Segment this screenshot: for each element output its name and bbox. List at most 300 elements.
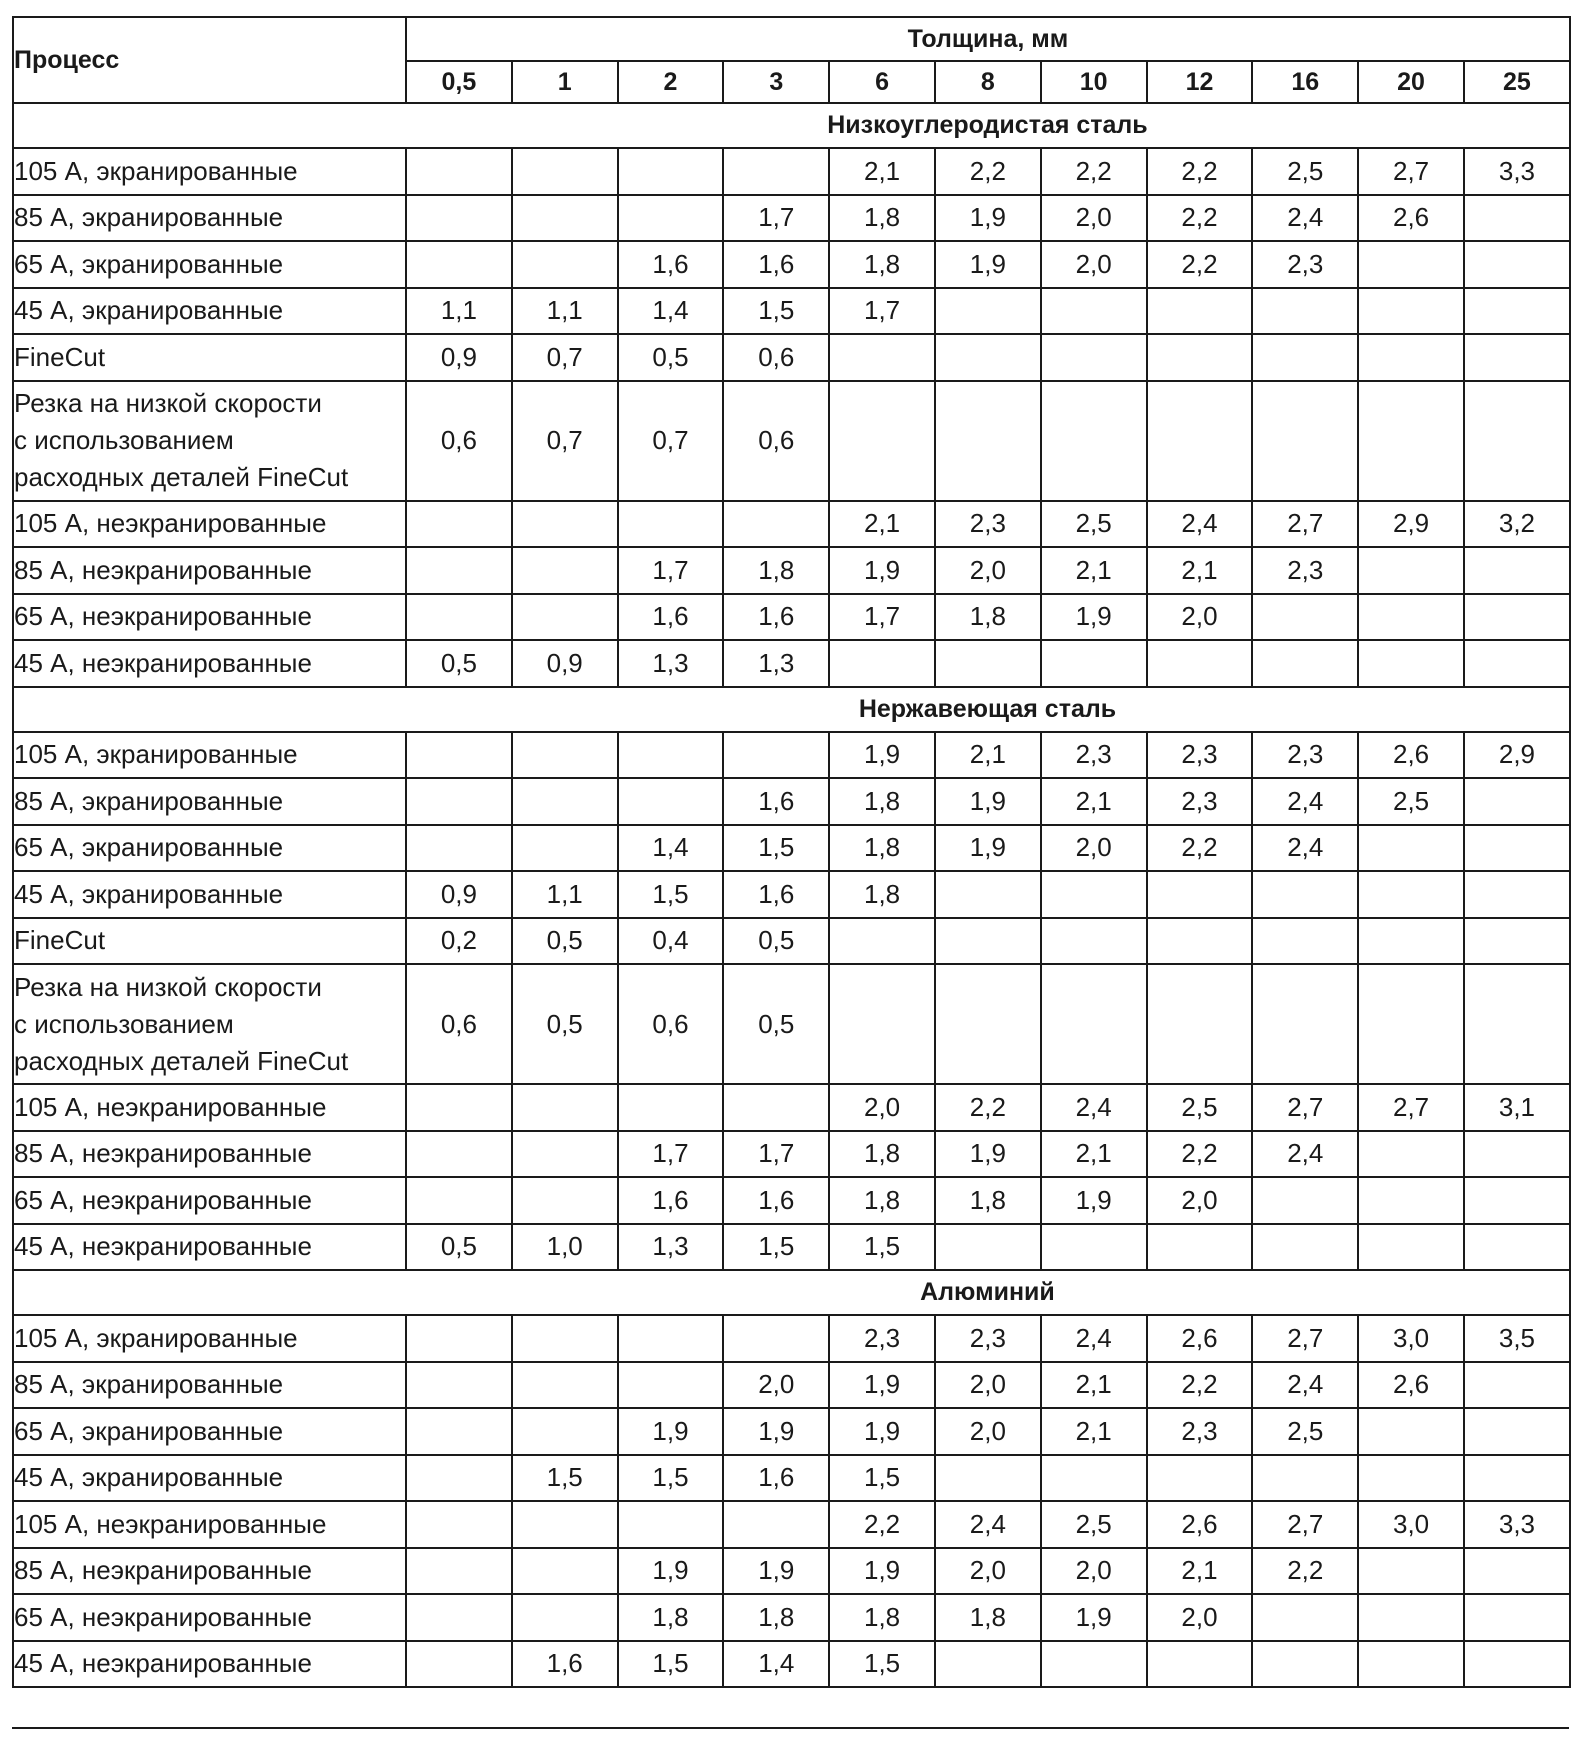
value-cell: 2,4 [1252,1362,1358,1409]
value-cell: 2,2 [1252,1548,1358,1595]
bottom-divider [12,1727,1569,1729]
section-header-row [13,687,1570,732]
value-cell [1252,964,1358,1084]
value-cell [1147,918,1253,965]
value-cell: 2,5 [1358,778,1464,825]
thickness-column-header: 12 [1147,61,1253,103]
value-cell: 1,9 [723,1548,829,1595]
thickness-column-header: 25 [1464,61,1570,103]
value-cell: 2,3 [935,1315,1041,1362]
value-cell [618,148,724,195]
thickness-column-header: 2 [618,61,724,103]
value-cell [512,1594,618,1641]
process-cell: 65 А, экранированные [13,825,406,872]
value-cell: 0,9 [406,871,512,918]
value-cell: 1,9 [618,1548,724,1595]
value-cell [1252,334,1358,381]
value-cell [512,1177,618,1224]
value-cell: 2,1 [1041,547,1147,594]
value-cell [1041,288,1147,335]
process-cell: 85 А, экранированные [13,1362,406,1409]
process-cell: FineCut [13,334,406,381]
value-cell: 0,5 [406,640,512,687]
value-cell: 1,9 [829,1548,935,1595]
value-cell: 0,6 [618,964,724,1084]
value-cell [406,1131,512,1178]
process-cell: 85 А, экранированные [13,195,406,242]
value-cell: 0,6 [723,334,829,381]
value-cell: 2,4 [1041,1315,1147,1362]
value-cell [406,732,512,779]
value-cell: 2,4 [935,1501,1041,1548]
value-cell [1464,1548,1570,1595]
value-cell: 2,0 [935,1408,1041,1455]
value-cell: 1,5 [829,1224,935,1271]
value-cell: 2,0 [1147,1594,1253,1641]
value-cell [935,964,1041,1084]
value-cell: 0,4 [618,918,724,965]
value-cell [1358,640,1464,687]
value-cell: 2,1 [1041,1408,1147,1455]
value-cell [512,778,618,825]
value-cell: 2,0 [935,547,1041,594]
value-cell [829,918,935,965]
value-cell: 2,2 [1147,825,1253,872]
value-cell [1358,1408,1464,1455]
table-row [13,1594,1570,1641]
process-cell: 85 А, неэкранированные [13,547,406,594]
value-cell: 2,1 [1041,1362,1147,1409]
value-cell: 1,9 [618,1408,724,1455]
value-cell [1041,1641,1147,1688]
value-cell: 2,0 [1041,825,1147,872]
table-row [13,825,1570,872]
process-cell: 65 А, экранированные [13,241,406,288]
value-cell [512,501,618,548]
value-cell: 1,5 [723,288,829,335]
value-cell [1464,1641,1570,1688]
value-cell [1041,1455,1147,1502]
value-cell: 0,2 [406,918,512,965]
value-cell: 0,6 [406,381,512,501]
value-cell: 1,5 [512,1455,618,1502]
value-cell [1041,918,1147,965]
value-cell: 2,2 [1147,1131,1253,1178]
value-cell: 2,2 [1041,148,1147,195]
value-cell: 1,9 [935,241,1041,288]
value-cell [1464,1224,1570,1271]
value-cell [406,778,512,825]
table-row [13,334,1570,381]
value-cell [406,1362,512,1409]
value-cell: 1,3 [618,1224,724,1271]
value-cell [406,1594,512,1641]
value-cell [512,241,618,288]
value-cell: 2,1 [1147,1548,1253,1595]
value-cell [935,334,1041,381]
thickness-header: Толщина, мм [406,17,1570,61]
table-row [13,1501,1570,1548]
value-cell [1252,594,1358,641]
value-cell [1041,871,1147,918]
value-cell: 0,6 [406,964,512,1084]
value-cell: 3,3 [1464,1501,1570,1548]
value-cell [1147,288,1253,335]
process-cell: 45 А, экранированные [13,871,406,918]
value-cell [512,1501,618,1548]
value-cell: 2,3 [1147,1408,1253,1455]
table-row [13,1362,1570,1409]
process-cell: 105 А, экранированные [13,148,406,195]
value-cell: 1,9 [829,1362,935,1409]
value-cell [512,1315,618,1362]
value-cell [1252,871,1358,918]
value-cell: 2,7 [1358,1084,1464,1131]
value-cell: 1,8 [829,871,935,918]
table-row [13,1548,1570,1595]
process-cell: 45 А, неэкранированные [13,640,406,687]
value-cell: 1,8 [829,1131,935,1178]
value-cell [829,964,935,1084]
value-cell [406,1408,512,1455]
value-cell: 2,0 [935,1548,1041,1595]
value-cell: 1,6 [723,594,829,641]
value-cell: 2,1 [935,732,1041,779]
value-cell [406,1455,512,1502]
value-cell: 2,4 [1252,195,1358,242]
table-row [13,501,1570,548]
value-cell [406,1641,512,1688]
value-cell: 2,5 [1147,1084,1253,1131]
value-cell: 2,3 [1147,778,1253,825]
value-cell [723,501,829,548]
value-cell [512,1362,618,1409]
value-cell [512,1131,618,1178]
process-line: расходных деталей FineCut [14,1045,349,1076]
value-cell [1252,1177,1358,1224]
value-cell [1358,825,1464,872]
value-cell: 2,3 [935,501,1041,548]
value-cell: 1,6 [618,594,724,641]
value-cell [1464,1408,1570,1455]
value-cell: 2,7 [1252,501,1358,548]
value-cell: 2,1 [1041,778,1147,825]
value-cell: 1,9 [1041,1177,1147,1224]
value-cell [406,195,512,242]
process-cell [13,964,406,1084]
value-cell: 1,7 [723,195,829,242]
value-cell: 0,5 [618,334,724,381]
value-cell [1041,640,1147,687]
value-cell [1358,964,1464,1084]
value-cell [1464,381,1570,501]
process-cell: 105 А, неэкранированные [13,1084,406,1131]
value-cell: 1,9 [935,1131,1041,1178]
value-cell [1464,288,1570,335]
value-cell: 2,9 [1464,732,1570,779]
value-cell: 1,1 [512,288,618,335]
value-cell [1464,964,1570,1084]
value-cell [1147,334,1253,381]
value-cell [1358,871,1464,918]
value-cell: 2,4 [1252,778,1358,825]
value-cell: 1,9 [935,825,1041,872]
value-cell: 2,4 [1041,1084,1147,1131]
value-cell: 3,0 [1358,1501,1464,1548]
value-cell: 2,7 [1252,1501,1358,1548]
value-cell: 2,4 [1252,1131,1358,1178]
value-cell [618,195,724,242]
value-cell [935,640,1041,687]
value-cell [406,148,512,195]
table-body [13,103,1570,1687]
value-cell [1147,1455,1253,1502]
value-cell: 2,2 [1147,1362,1253,1409]
table-row [13,1641,1570,1688]
value-cell: 1,6 [618,1177,724,1224]
value-cell [1252,381,1358,501]
value-cell [406,1084,512,1131]
value-cell: 2,2 [1147,195,1253,242]
value-cell [829,640,935,687]
table-row [13,964,1570,1084]
value-cell: 0,5 [512,964,618,1084]
section-header-spacer [13,687,406,732]
value-cell [1464,241,1570,288]
table-header [13,17,1570,103]
value-cell: 0,7 [512,334,618,381]
value-cell: 1,3 [723,640,829,687]
value-cell: 1,4 [618,288,724,335]
value-cell [512,1084,618,1131]
value-cell: 1,8 [723,1594,829,1641]
table-row [13,148,1570,195]
process-cell: 65 А, неэкранированные [13,1177,406,1224]
value-cell: 2,3 [1252,732,1358,779]
value-cell: 0,5 [406,1224,512,1271]
table-row [13,732,1570,779]
value-cell: 1,6 [512,1641,618,1688]
value-cell [935,288,1041,335]
value-cell: 0,7 [512,381,618,501]
table-row [13,1131,1570,1178]
value-cell: 1,7 [618,547,724,594]
value-cell: 1,8 [935,1594,1041,1641]
value-cell [723,1315,829,1362]
table-row [13,918,1570,965]
value-cell [935,1455,1041,1502]
value-cell: 1,8 [829,778,935,825]
section-title: Алюминий [406,1270,1570,1315]
value-cell: 1,9 [935,195,1041,242]
value-cell [1464,1177,1570,1224]
value-cell [406,825,512,872]
value-cell [1147,381,1253,501]
value-cell [1041,381,1147,501]
value-cell [618,1362,724,1409]
process-cell: 85 А, неэкранированные [13,1131,406,1178]
process-column-header: Процесс [13,17,406,103]
value-cell: 1,6 [723,778,829,825]
value-cell: 2,4 [1252,825,1358,872]
section-header-spacer [13,103,406,148]
process-cell: 105 А, экранированные [13,732,406,779]
value-cell: 2,0 [935,1362,1041,1409]
table-row [13,195,1570,242]
value-cell [1358,1594,1464,1641]
value-cell [1464,1455,1570,1502]
value-cell: 1,8 [723,547,829,594]
table-row [13,1315,1570,1362]
process-cell: 105 А, экранированные [13,1315,406,1362]
value-cell [723,1501,829,1548]
value-cell: 2,5 [1252,1408,1358,1455]
value-cell [1464,195,1570,242]
value-cell: 2,7 [1252,1315,1358,1362]
value-cell [935,381,1041,501]
value-cell [406,501,512,548]
process-cell: FineCut [13,918,406,965]
thickness-column-header: 8 [935,61,1041,103]
value-cell: 1,6 [618,241,724,288]
value-cell: 1,6 [723,871,829,918]
value-cell: 1,5 [618,1455,724,1502]
value-cell: 2,0 [723,1362,829,1409]
value-cell [1464,1594,1570,1641]
value-cell: 2,1 [1147,547,1253,594]
value-cell: 2,6 [1358,1362,1464,1409]
value-cell [618,1501,724,1548]
process-cell: 65 А, неэкранированные [13,1594,406,1641]
value-cell: 0,9 [406,334,512,381]
value-cell [618,732,724,779]
value-cell [406,1177,512,1224]
value-cell [1041,964,1147,1084]
value-cell [1358,381,1464,501]
value-cell: 2,0 [829,1084,935,1131]
value-cell [723,1084,829,1131]
value-cell [1358,1455,1464,1502]
value-cell: 1,9 [723,1408,829,1455]
value-cell: 1,8 [935,594,1041,641]
value-cell [618,1084,724,1131]
value-cell: 2,6 [1147,1315,1253,1362]
value-cell [1464,825,1570,872]
process-cell: 45 А, экранированные [13,288,406,335]
value-cell [1252,288,1358,335]
value-cell: 2,6 [1358,732,1464,779]
value-cell [1358,1224,1464,1271]
value-cell: 2,6 [1147,1501,1253,1548]
value-cell [1358,1131,1464,1178]
value-cell: 0,7 [618,381,724,501]
value-cell: 2,0 [1041,241,1147,288]
process-line: Резка на низкой скорости [14,971,322,1002]
process-line: с использованием [14,425,234,455]
value-cell [935,1641,1041,1688]
section-header-row [13,103,1570,148]
value-cell [512,1548,618,1595]
process-cell: 45 А, неэкранированные [13,1641,406,1688]
value-cell: 1,8 [618,1594,724,1641]
value-cell: 2,0 [1041,1548,1147,1595]
value-cell [1358,241,1464,288]
value-cell [1464,547,1570,594]
value-cell: 2,2 [1147,241,1253,288]
value-cell: 2,3 [1252,547,1358,594]
value-cell [1252,640,1358,687]
value-cell: 1,8 [829,825,935,872]
value-cell: 2,5 [1252,148,1358,195]
value-cell [1464,640,1570,687]
value-cell: 1,0 [512,1224,618,1271]
value-cell: 1,7 [829,288,935,335]
value-cell [1464,871,1570,918]
value-cell: 2,2 [935,148,1041,195]
value-cell: 1,1 [512,871,618,918]
table-row [13,871,1570,918]
value-cell: 0,5 [723,964,829,1084]
value-cell [618,1315,724,1362]
value-cell [512,547,618,594]
table-row [13,381,1570,501]
value-cell [1358,594,1464,641]
value-cell [1147,964,1253,1084]
thickness-column-header: 6 [829,61,935,103]
value-cell [1252,1455,1358,1502]
table-row [13,241,1570,288]
value-cell: 2,5 [1041,1501,1147,1548]
value-cell [406,594,512,641]
value-cell [1358,1641,1464,1688]
value-cell [1464,594,1570,641]
section-title: Нержавеющая сталь [406,687,1570,732]
value-cell: 3,5 [1464,1315,1570,1362]
value-cell: 2,1 [829,148,935,195]
value-cell [1464,334,1570,381]
section-title: Низкоуглеродистая сталь [406,103,1570,148]
value-cell: 3,3 [1464,148,1570,195]
value-cell: 0,9 [512,640,618,687]
value-cell: 2,2 [1147,148,1253,195]
value-cell [1252,1641,1358,1688]
value-cell [406,1548,512,1595]
table-row [13,1177,1570,1224]
value-cell: 2,9 [1358,501,1464,548]
value-cell: 2,2 [829,1501,935,1548]
value-cell [1358,1177,1464,1224]
value-cell: 1,5 [829,1641,935,1688]
value-cell: 1,7 [829,594,935,641]
value-cell: 1,5 [723,825,829,872]
value-cell [1358,1548,1464,1595]
value-cell: 1,8 [829,241,935,288]
value-cell: 2,4 [1147,501,1253,548]
value-cell: 2,0 [1147,594,1253,641]
value-cell: 2,3 [1252,241,1358,288]
value-cell [1464,918,1570,965]
process-cell: 65 А, экранированные [13,1408,406,1455]
value-cell: 1,6 [723,1455,829,1502]
table-row [13,1084,1570,1131]
value-cell [829,334,935,381]
section-header-spacer [13,1270,406,1315]
value-cell: 2,0 [1041,195,1147,242]
value-cell: 2,3 [1147,732,1253,779]
value-cell [618,501,724,548]
value-cell [935,871,1041,918]
value-cell: 3,1 [1464,1084,1570,1131]
